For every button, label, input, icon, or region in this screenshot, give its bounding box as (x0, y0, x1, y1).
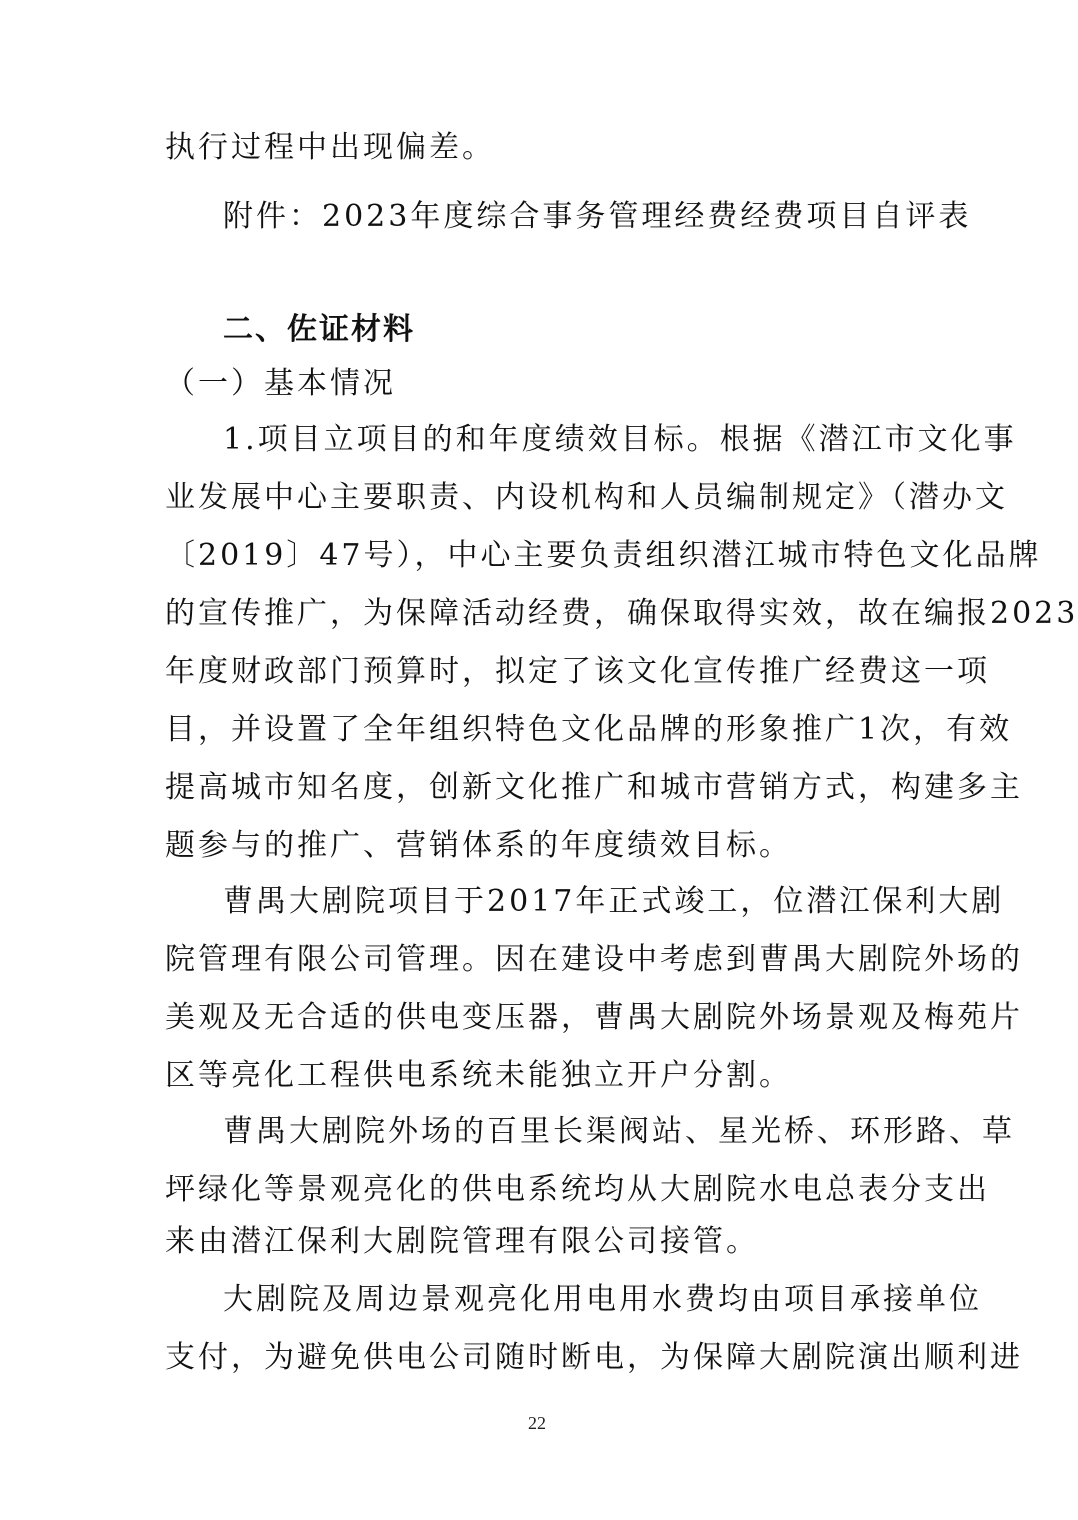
section-heading: 二、佐证材料 (223, 312, 415, 347)
subsection-heading: （一）基本情况 (165, 366, 396, 401)
paragraph-line: 大剧院及周边景观亮化用电用水费均由项目承接单位 (223, 1282, 982, 1317)
paragraph-line: 来由潜江保利大剧院管理有限公司接管。 (165, 1224, 759, 1259)
paragraph-line: 支付，为避免供电公司随时断电，为保障大剧院演出顺利进 (165, 1340, 1023, 1375)
paragraph-line: 美观及无合适的供电变压器，曹禺大剧院外场景观及梅苑片 (165, 1000, 1023, 1035)
paragraph-line: 执行过程中出现偏差。 (165, 130, 495, 165)
paragraph-line: 业发展中心主要职责、内设机构和人员编制规定》（潜办文 (165, 480, 1008, 515)
paragraph-line: 区等亮化工程供电系统未能独立开户分割。 (165, 1058, 792, 1093)
paragraph-line: 〔2019〕47号），中心主要负责组织潜江城市特色文化品牌 (165, 538, 1042, 573)
paragraph-line: 曹禺大剧院项目于2017年正式竣工，位潜江保利大剧 (223, 884, 1005, 919)
paragraph-line: 院管理有限公司管理。因在建设中考虑到曹禺大剧院外场的 (165, 942, 1023, 977)
page-number: 22 (528, 1413, 546, 1433)
attachment-line: 附件：2023年度综合事务管理经费经费项目自评表 (223, 199, 972, 234)
paragraph-line: 题参与的推广、营销体系的年度绩效目标。 (165, 828, 792, 863)
paragraph-line: 年度财政部门预算时，拟定了该文化宣传推广经费这一项 (165, 654, 990, 689)
paragraph-line: 目，并设置了全年组织特色文化品牌的形象推广1次，有效 (165, 712, 1013, 747)
paragraph-line: 的宣传推广，为保障活动经费，确保取得实效，故在编报2023 (165, 596, 1078, 631)
paragraph-line: 1.项目立项目的和年度绩效目标。根据《潜江市文化事 (223, 422, 1017, 457)
paragraph-line: 曹禺大剧院外场的百里长渠阀站、星光桥、环形路、草 (223, 1114, 1015, 1149)
paragraph-line: 坪绿化等景观亮化的供电系统均从大剧院水电总表分支出 (165, 1172, 990, 1207)
paragraph-line: 提高城市知名度，创新文化推广和城市营销方式，构建多主 (165, 770, 1023, 805)
